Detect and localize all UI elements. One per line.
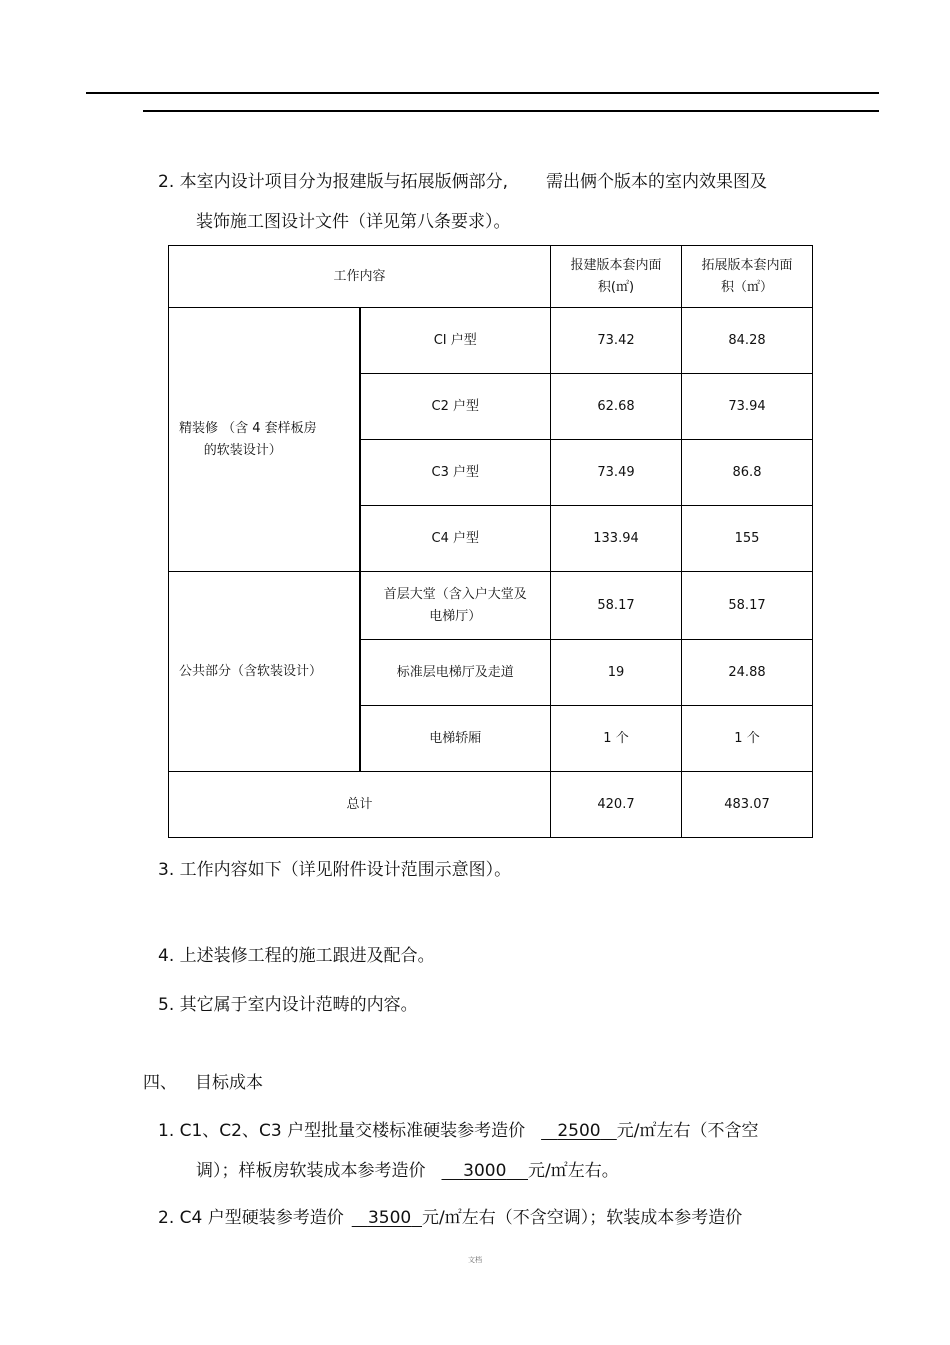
table-row xyxy=(169,572,813,640)
cost-item-1-line-2 xyxy=(196,1160,619,1182)
row-v2: 58.17 xyxy=(682,572,813,640)
cost-item-1-prefix: 1. C1、C2、C3 户型批量交楼标准硬装参考造价 xyxy=(158,1121,526,1141)
paragraph-2-text-a: 2. 本室内设计项目分为报建版与拓展版俩部分, xyxy=(158,172,509,192)
group-public: 公共部分（含软装设计） xyxy=(169,572,360,772)
row-v1: 133.94 xyxy=(551,506,682,572)
section-4-heading xyxy=(143,1072,263,1094)
paragraph-2-line-1 xyxy=(158,171,767,193)
cost-item-2-value: 3500 xyxy=(367,1208,412,1228)
cost-item-1-value: 2500 xyxy=(557,1121,601,1141)
cost-item-1b-prefix: 调）；样板房软装成本参考造价 xyxy=(196,1161,426,1181)
row-v1: 73.42 xyxy=(551,308,682,374)
group-fit-out: 精装修 （含 4 套样板房 的软装设计） xyxy=(169,308,360,572)
row-v2: 73.94 xyxy=(682,374,813,440)
work-area-table xyxy=(168,245,813,838)
cost-item-1b-suffix: 元/㎡左右。 xyxy=(528,1161,619,1181)
table-header-row xyxy=(169,246,813,308)
row-item: 电梯轿厢 xyxy=(360,706,551,772)
header-version-2: 拓展版本套内面 积（㎡） xyxy=(682,246,813,308)
header-rule-top xyxy=(86,92,879,94)
cost-item-1-line-1 xyxy=(158,1120,759,1142)
row-v2: 155 xyxy=(682,506,813,572)
section-4-number: 四、 xyxy=(143,1073,177,1093)
row-item: C2 户型 xyxy=(360,374,551,440)
cost-item-1b-value: 3000 xyxy=(463,1161,507,1181)
header-rule-bottom xyxy=(143,110,879,112)
cost-item-2-suffix: 元/㎡左右（不含空调）；软装成本参考造价 xyxy=(422,1208,743,1228)
cost-item-2 xyxy=(158,1207,742,1229)
row-item: C4 户型 xyxy=(360,506,551,572)
row-item: CI 户型 xyxy=(360,308,551,374)
total-v2: 483.07 xyxy=(682,772,813,838)
row-item: 标准层电梯厅及走道 xyxy=(360,640,551,706)
row-v2: 24.88 xyxy=(682,640,813,706)
row-v1: 19 xyxy=(551,640,682,706)
table-row xyxy=(169,308,813,374)
row-v1: 62.68 xyxy=(551,374,682,440)
table-total-row xyxy=(169,772,813,838)
total-label: 总计 xyxy=(169,772,551,838)
section-4-title: 目标成本 xyxy=(195,1073,263,1093)
paragraph-4: 4. 上述装修工程的施工跟进及配合。 xyxy=(158,946,435,966)
row-item: 首层大堂（含入户大堂及 电梯厅） xyxy=(360,572,551,640)
header-work-content: 工作内容 xyxy=(169,246,551,308)
paragraph-2-line-2: 装饰施工图设计文件（详见第八条要求）。 xyxy=(196,212,511,232)
paragraph-5: 5. 其它属于室内设计范畴的内容。 xyxy=(158,995,418,1015)
page-footer: 文档 xyxy=(468,1256,482,1264)
row-v1: 58.17 xyxy=(551,572,682,640)
cost-item-2-prefix: 2. C4 户型硬装参考造价 xyxy=(158,1208,344,1228)
paragraph-3: 3. 工作内容如下（详见附件设计范围示意图）。 xyxy=(158,860,512,880)
header-version-1: 报建版本套内面 积(㎡) xyxy=(551,246,682,308)
paragraph-2-text-b: 需出俩个版本的室内效果图及 xyxy=(546,172,768,192)
total-v1: 420.7 xyxy=(551,772,682,838)
cost-item-1-suffix: 元/㎡左右（不含空 xyxy=(616,1121,759,1141)
row-v1: 73.49 xyxy=(551,440,682,506)
row-v2: 1 个 xyxy=(682,706,813,772)
row-v2: 84.28 xyxy=(682,308,813,374)
row-v2: 86.8 xyxy=(682,440,813,506)
row-item: C3 户型 xyxy=(360,440,551,506)
row-v1: 1 个 xyxy=(551,706,682,772)
